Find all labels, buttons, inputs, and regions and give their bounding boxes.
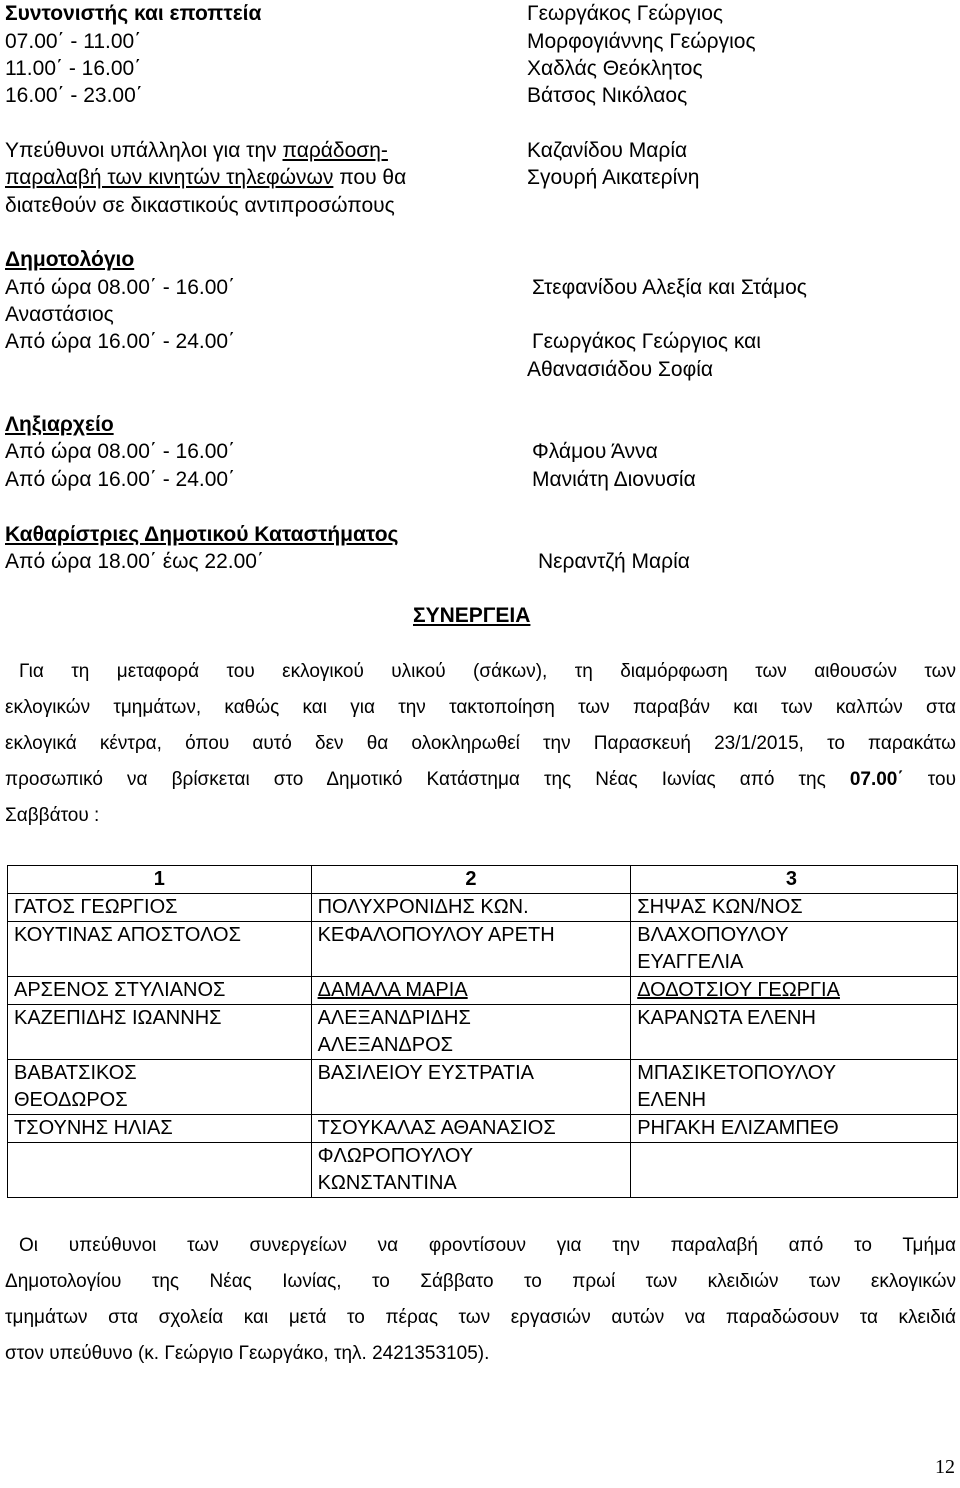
registry-heading: Δημοτολόγιο bbox=[5, 248, 135, 271]
table-row bbox=[8, 894, 958, 922]
phones-name-2: Σγουρή Αικατερίνη bbox=[527, 166, 700, 189]
records-shift-2: Από ώρα 16.00΄ - 24.00΄ bbox=[5, 468, 236, 491]
table-cell: ΒΑΣΙΛΕΙΟΥ ΕΥΣΤΡΑΤΙΑ bbox=[311, 1060, 631, 1115]
table-header-1: 1 bbox=[8, 866, 312, 894]
cleaners-heading: Καθαρίστριες Δημοτικού Καταστήματος bbox=[5, 523, 399, 546]
table-cell: ΑΛΕΞΑΝΔΡΙΔΗΣ ΑΛΕΞΑΝΔΡΟΣ bbox=[311, 1005, 631, 1060]
coordinator-name-3: Χαδλάς Θεόκλητος bbox=[527, 57, 703, 80]
coordinator-shift-1: 07.00΄ - 11.00΄ bbox=[5, 30, 142, 53]
coordinator-shift-3: 16.00΄ - 23.00΄ bbox=[5, 84, 143, 107]
table-cell: ΚΟΥΤΙΝΑΣ ΑΠΟΣΤΟΛΟΣ bbox=[8, 922, 312, 977]
intro-line-3: εκλογικά κέντρα, όπου αυτό δεν θα ολοκληρωθεί την Παρασκευή 23/1/2015, το παρακάτω bbox=[5, 733, 956, 754]
table-cell: ΦΛΩΡΟΠΟΥΛΟΥ ΚΩΝΣΤΑΝΤΙΝΑ bbox=[311, 1143, 631, 1198]
intro-paragraph bbox=[5, 654, 956, 834]
records-shift-1: Από ώρα 08.00΄ - 16.00΄ bbox=[5, 440, 236, 463]
table-row bbox=[8, 1005, 958, 1060]
registry-shift-2: Από ώρα 16.00΄ - 24.00΄ bbox=[5, 330, 236, 353]
table-header-row bbox=[8, 866, 958, 894]
table-row bbox=[8, 1143, 958, 1198]
coordinator-name-1: Γεωργάκος Γεώργιος bbox=[527, 2, 724, 25]
phones-text-line-3: διατεθούν σε δικαστικούς αντιπροσώπους bbox=[5, 194, 395, 217]
coordinator-name-4: Βάτσος Νικόλαος bbox=[527, 84, 688, 107]
table-cell: ΑΡΣΕΝΟΣ ΣΤΥΛΙΑΝΟΣ bbox=[8, 977, 312, 1005]
table-cell: ΔΑΜΑΛΑ ΜΑΡΙΑ bbox=[311, 977, 631, 1005]
page-number: 12 bbox=[935, 1456, 955, 1478]
table-cell: ΒΑΒΑΤΣΙΚΟΣ ΘΕΟΔΩΡΟΣ bbox=[8, 1060, 312, 1115]
table-header-3: 3 bbox=[631, 866, 958, 894]
table-cell: ΔΟΔΟΤΣΙΟΥ ΓΕΩΡΓΙΑ bbox=[631, 977, 958, 1005]
table-cell: ΣΗΨΑΣ ΚΩΝ/ΝΟΣ bbox=[631, 894, 958, 922]
table-row bbox=[8, 922, 958, 977]
phones-text-line-2: παραλαβή των κινητών τηλεφώνων που θα bbox=[5, 166, 407, 189]
table-cell: ΚΑΖΕΠΙΔΗΣ ΙΩΑΝΝΗΣ bbox=[8, 1005, 312, 1060]
table-cell: ΡΗΓΑΚΗ ΕΛΙΖΑΜΠΕΘ bbox=[631, 1115, 958, 1143]
crews-title: ΣΥΝΕΡΓΕΙΑ bbox=[413, 604, 531, 627]
records-name-2: Μανιάτη Διονυσία bbox=[532, 468, 696, 491]
registry-name-2-cont: Αθανασιάδου Σοφία bbox=[527, 358, 714, 381]
closing-line-3: τμημάτων στα σχολεία και μετά το πέρας των εργασιών αυτών να παραδώσουν τα κλειδιά bbox=[5, 1307, 956, 1328]
table-cell: ΤΣΟΥΝΗΣ ΗΛΙΑΣ bbox=[8, 1115, 312, 1143]
intro-line-5: Σαββάτου : bbox=[5, 805, 100, 826]
table-cell: ΒΛΑΧΟΠΟΥΛΟΥ ΕΥΑΓΓΕΛΙΑ bbox=[631, 922, 958, 977]
table-cell: ΜΠΑΣΙΚΕΤΟΠΟΥΛΟΥ ΕΛΕΝΗ bbox=[631, 1060, 958, 1115]
registry-name-2: Γεωργάκος Γεώργιος και bbox=[532, 330, 761, 353]
cleaners-shift: Από ώρα 18.00΄ έως 22.00΄ bbox=[5, 550, 264, 573]
table-cell: ΚΕΦΑΛΟΠΟΥΛΟΥ ΑΡΕΤΗ bbox=[311, 922, 631, 977]
cleaners-name-1: Νεραντζή Μαρία bbox=[538, 550, 690, 573]
table-cell: ΠΟΛΥΧΡΟΝΙΔΗΣ ΚΩΝ. bbox=[311, 894, 631, 922]
table-cell: ΤΣΟΥΚΑΛΑΣ ΑΘΑΝΑΣΙΟΣ bbox=[311, 1115, 631, 1143]
registry-name-1: Στεφανίδου Αλεξία και Στάμος bbox=[532, 276, 807, 299]
records-name-1: Φλάμου Άννα bbox=[532, 440, 658, 463]
closing-line-2: Δημοτολογίου της Νέας Ιωνίας, το Σάββατο το πρωί των κλειδιών των εκλογικών bbox=[5, 1271, 956, 1292]
closing-line-4: στον υπεύθυνο (κ. Γεώργιο Γεωργάκο, τηλ. 2421353105). bbox=[5, 1343, 490, 1364]
closing-paragraph bbox=[5, 1228, 956, 1372]
crews-table bbox=[7, 865, 958, 1198]
table-row bbox=[8, 1115, 958, 1143]
phones-text-line-1: Υπεύθυνοι υπάλληλοι για την παράδοση- bbox=[5, 139, 388, 162]
table-cell bbox=[631, 1143, 958, 1198]
table-cell bbox=[8, 1143, 312, 1198]
coordinator-name-2: Μορφογιάννης Γεώργιος bbox=[527, 30, 756, 53]
table-row bbox=[8, 977, 958, 1005]
closing-line-1: Οι υπεύθυνοι των συνεργείων να φροντίσουν για την παραλαβή από το Τμήμα bbox=[19, 1235, 956, 1256]
phones-name-1: Καζανίδου Μαρία bbox=[527, 139, 688, 162]
table-header-2: 2 bbox=[311, 866, 631, 894]
intro-line-1: Για τη μεταφορά του εκλογικού υλικού (σάκων), τη διαμόρφωση των αιθουσών των bbox=[19, 661, 956, 682]
table-row bbox=[8, 1060, 958, 1115]
intro-line-2: εκλογικών τμημάτων, καθώς και για την τακτοποίηση των παραβάν και των καλπών στα bbox=[5, 697, 956, 718]
table-cell: ΚΑΡΑΝΩΤΑ ΕΛΕΝΗ bbox=[631, 1005, 958, 1060]
coordinator-heading: Συντονιστής και εποπτεία bbox=[5, 2, 262, 25]
records-heading: Ληξιαρχείο bbox=[5, 413, 114, 436]
registry-extra-name: Αναστάσιος bbox=[5, 303, 114, 326]
intro-line-4: προσωπικό να βρίσκεται στο Δημοτικό Κατάστημα της Νέας Ιωνίας από της 07.00΄ του bbox=[5, 769, 956, 790]
coordinator-shift-2: 11.00΄ - 16.00΄ bbox=[5, 57, 142, 80]
registry-shift-1: Από ώρα 08.00΄ - 16.00΄ bbox=[5, 276, 236, 299]
table-cell: ΓΑΤΟΣ ΓΕΩΡΓΙΟΣ bbox=[8, 894, 312, 922]
